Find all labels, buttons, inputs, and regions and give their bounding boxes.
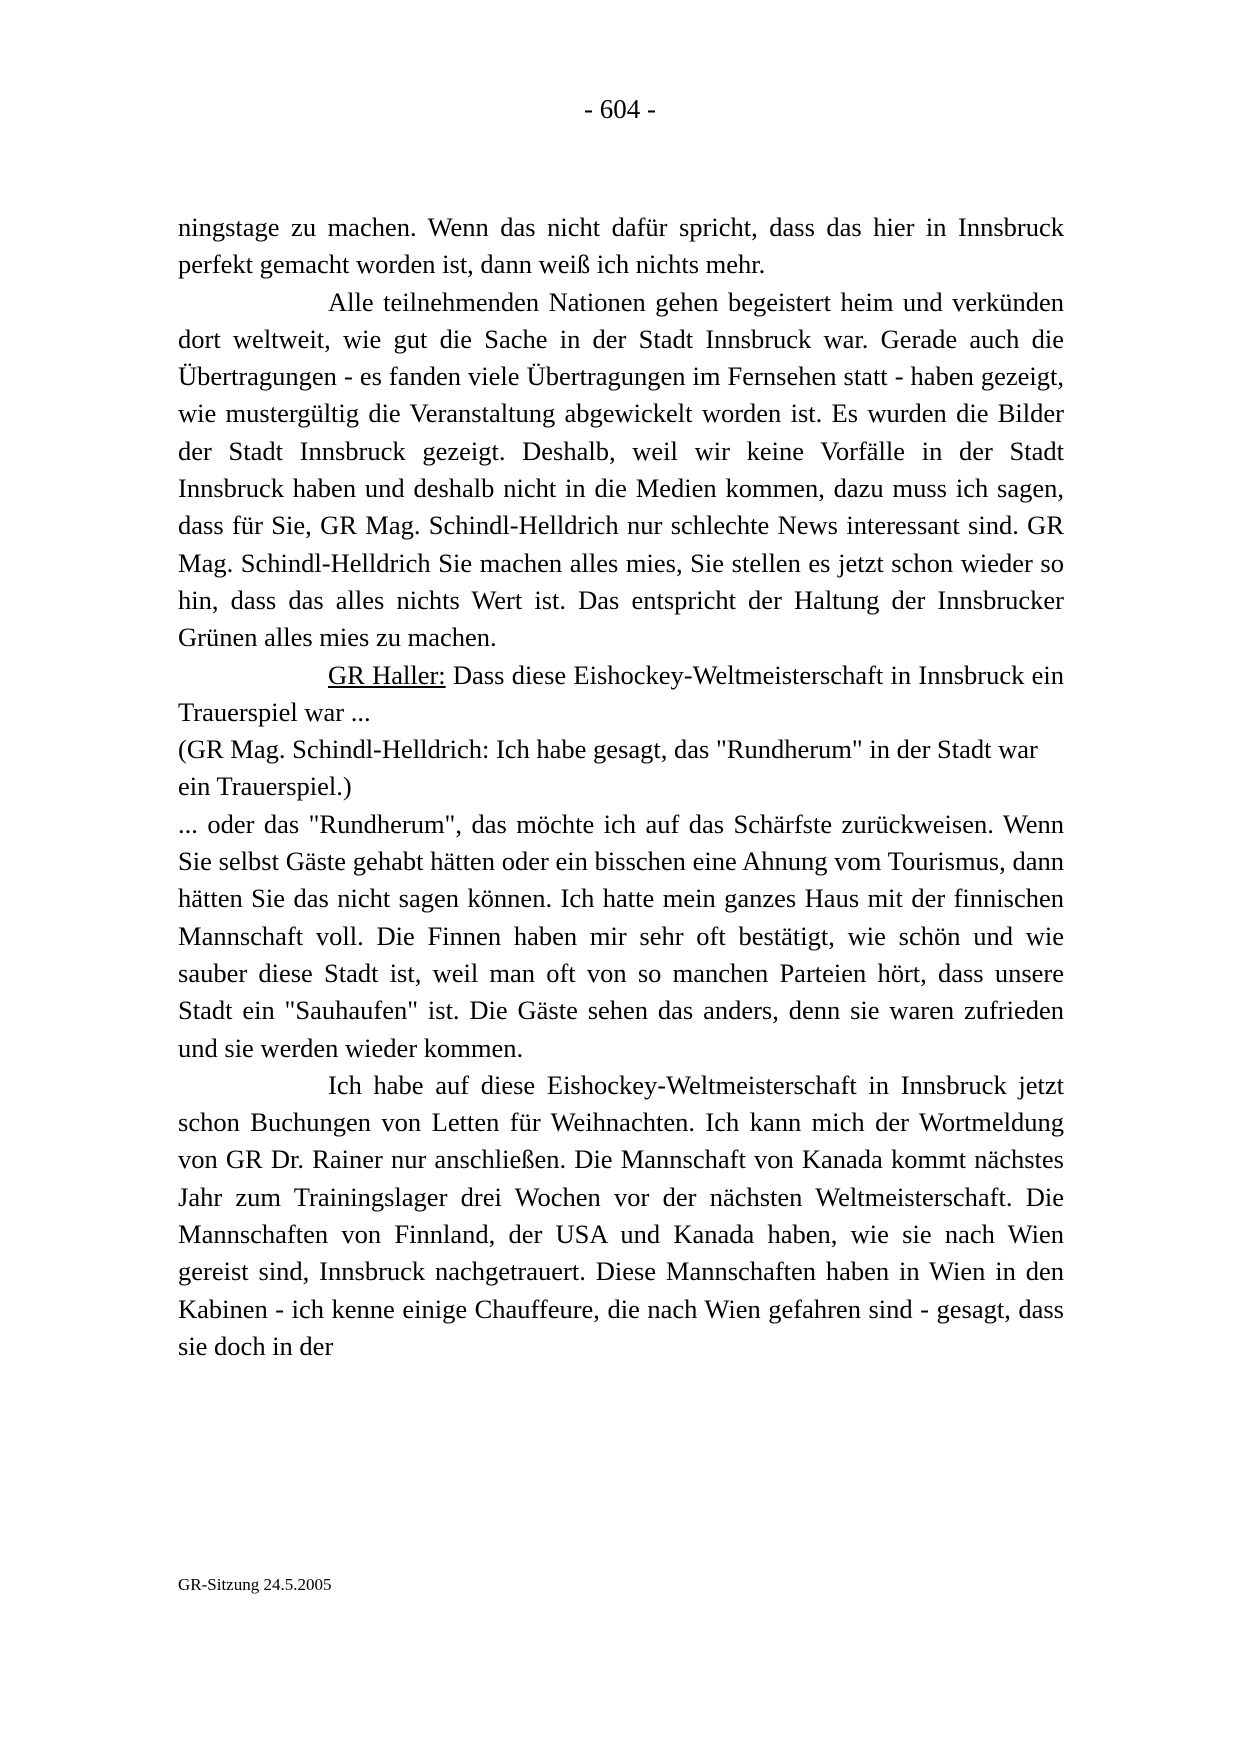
footer-session-date: GR-Sitzung 24.5.2005	[178, 1575, 332, 1594]
paragraph-2: Alle teilnehmenden Nationen gehen begeistert heim und verkünden dort weltweit, wie gut die Sache in der Stadt Innsbruck war. Gerade auch die Übertragungen - es fanden viele Übertragungen im Fernsehen statt - haben gezeigt, wie mustergültig die Veranstaltung abgewickelt worden ist. Es wurden die Bilder der Stadt Innsbruck gezeigt. Deshalb, weil wir keine Vorfälle in der Stadt Innsbruck haben und deshalb nicht in die Medien kommen, dazu muss ich sagen, dass für Sie, GR Mag. Schindl-Helldrich nur schlechte News interessant sind. GR Mag. Schindl-Helldrich Sie machen alles mies, Sie stellen es jetzt schon wieder so hin, dass das alles nichts Wert ist. Das entspricht der Haltung der Innsbrucker Grünen alles mies zu machen.	[178, 286, 1064, 653]
paragraph-1: ningstage zu machen. Wenn das nicht dafür spricht, dass das hier in Innsbruck perfekt gemacht worden ist, dann weiß ich nichts mehr.	[178, 212, 1064, 280]
paragraph-3	[178, 657, 1064, 732]
interjection: (GR Mag. Schindl-Helldrich: Ich habe gesagt, das "Rundherum" in der Stadt war ein Trauerspiel.)	[178, 734, 1038, 802]
body-text	[178, 209, 1064, 1365]
paragraph-6: Ich habe auf diese Eishockey-Weltmeisterschaft in Innsbruck jetzt schon Buchungen von Letten für Weihnachten. Ich kann mich der Wortmeldung von GR Dr. Rainer nur anschließen. Die Mannschaft von Kanada kommt nächstes Jahr zum Trainingslager drei Wochen vor der nächsten Weltmeisterschaft. Die Mannschaften von Finnland, der USA und Kanada haben, wie sie nach Wien gereist sind, Innsbruck nachgetrauert. Diese Mannschaften haben in Wien in den Kabinen - ich kenne einige Chauffeure, die nach Wien gefahren sind - gesagt, dass sie doch in der	[178, 1069, 1064, 1361]
page-number: - 604 -	[584, 94, 656, 124]
paragraph-5: ... oder das "Rundherum", das möchte ich auf das Schärfste zurückweisen. Wenn Sie selbst Gäste gehabt hätten oder ein bisschen eine Ahnung vom Tourismus, dann hätten Sie das nicht sagen können. Ich hatte mein ganzes Haus mit der finnischen Mannschaft voll. Die Finnen haben mir sehr oft bestätigt, wie schön und wie sauber diese Stadt ist, weil man oft von so manchen Parteien hört, dass unsere Stadt ein "Sauhaufen" ist. Die Gäste sehen das anders, denn sie waren zufrieden und sie werden wieder kommen.	[178, 808, 1064, 1063]
paragraph-3-text: Dass diese Eishockey-Weltmeisterschaft in Innsbruck ein Trauerspiel war ...	[178, 659, 1065, 727]
speaker-label: GR Haller:	[328, 659, 446, 690]
